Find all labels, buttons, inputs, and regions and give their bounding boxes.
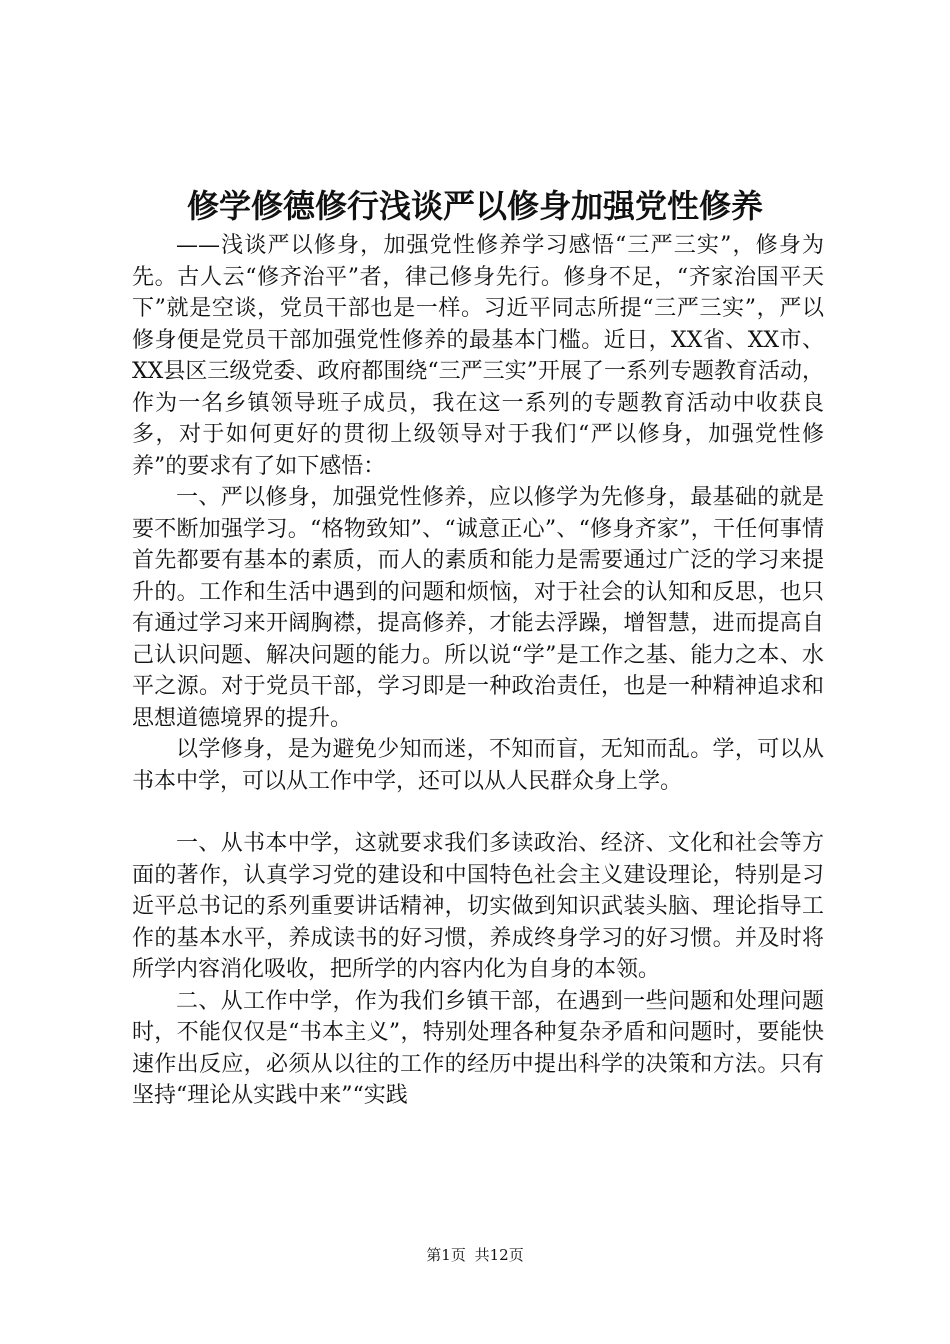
- page-number: 第1页: [426, 1246, 466, 1264]
- paragraph-intro: ——浅谈严以修身，加强党性修养学习感悟“三严三实”，修身为先。古人云“修齐治平”者，律己修身先行。修身不足，“齐家治国平天下”就是空谈，党员干部也是一样。习近平同志所提“三严三实”，严以修身便是党员干部加强党性修养的最基本门槛。近日，XX省、XX市、XX县区三级党委、政府都围绕“三严三实”开展了一系列专题教育活动，作为一名乡镇领导班子成员，我在这一系列的专题教育活动中收获良多，对于如何更好的贯彻上级领导对于我们“严以修身，加强党性修养”的要求有了如下感悟：: [132, 233, 824, 479]
- page-title: 修学修德修行浅谈严以修身加强党性修养: [186, 187, 763, 225]
- paragraph-learn-from-books: 一、从书本中学，这就要求我们多读政治、经济、文化和社会等方面的著作，认真学习党的建设和中国特色社会主义建设理论，特别是习近平总书记的系列重要讲话精神，切实做到知识武装头脑、理论指导工作的基本水平，养成读书的好习惯，养成终身学习的好习惯。并及时将所学内容消化吸收，把所学的内容内化为自身的本领。: [132, 831, 824, 982]
- paragraph-learn-to-cultivate: 以学修身，是为避免少知而迷，不知而盲，无知而乱。学，可以从书本中学，可以从工作中学，还可以从人民群众身上学。: [132, 737, 824, 794]
- paragraph-learn-from-work: 二、从工作中学，作为我们乡镇干部，在遇到一些问题和处理问题时，不能仅仅是“书本主义”，特别处理各种复杂矛盾和问题时，要能快速作出反应，必须从以往的工作的经历中提出科学的决策和方法。只有坚持“理论从实践中来”“实践: [132, 988, 824, 1108]
- page-total: 共12页: [474, 1246, 524, 1264]
- document-body: [132, 230, 824, 1112]
- paragraph-point-one: 一、严以修身，加强党性修养，应以修学为先修身，最基础的就是要不断加强学习。“格物致知”、“诚意正心”、“修身齐家”，干任何事情首先都要有基本的素质，而人的素质和能力是需要通过广泛的学习来提升的。工作和生活中遇到的问题和烦恼，对于社会的认知和反思，也只有通过学习来开阔胸襟，提高修养，才能去浮躁，增智慧，进而提高自己认识问题、解决问题的能力。所以说“学”是工作之基、能力之本、水平之源。对于党员干部，学习即是一种政治责任，也是一种精神追求和思想道德境界的提升。: [132, 485, 824, 731]
- page-footer: [0, 1245, 950, 1265]
